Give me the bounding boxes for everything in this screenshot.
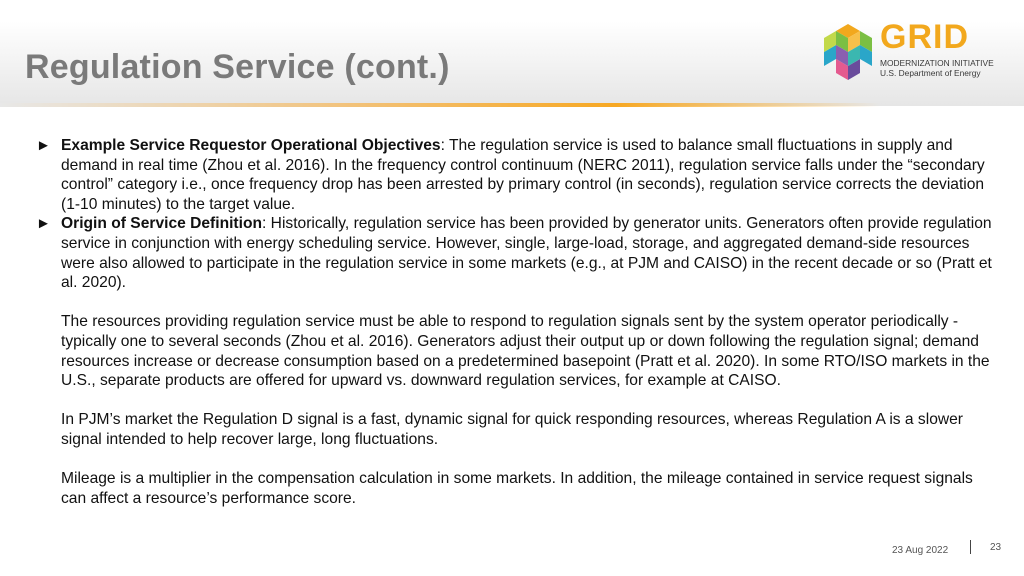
grid-logo	[818, 18, 994, 82]
bullet-text: : Historically, regulation service has been provided by generator units. Generators often provide regulation service in conjunction with energy scheduling service. However, single, large-load, storage, and aggregated demand-side resources were also allowed to participate in the regulation service in some markets (e.g., at PJM and CAISO) in the recent decade or so (Pratt et al. 2020).	[61, 215, 992, 292]
logo-subtitle-2: U.S. Department of Energy	[880, 68, 981, 78]
bullet-text: : The regulation service is used to balance small fluctuations in supply and demand in real time (Zhou et al. 2016). In the frequency control continuum (NERC 2011), regulation service falls under the “secondary control” category i.e., once frequency drop has been arrested by primary control (in seconds), regulation service corrects the deviation (1-10 minutes) to the target value.	[61, 137, 985, 213]
body-paragraph: In PJM’s market the Regulation D signal is a fast, dynamic signal for quick responding resources, whereas Regulation A is a slower signal intended to help recover large, long fluctuations.	[61, 411, 963, 448]
slide-title: Regulation Service (cont.)	[25, 48, 450, 86]
bullet-marker-icon: ►	[36, 215, 51, 233]
spacer	[36, 391, 996, 411]
spacer	[36, 293, 996, 313]
bullet-item	[36, 214, 996, 292]
bullet-heading: Example Service Requestor Operational Objectives	[61, 137, 441, 154]
bullet-item	[36, 136, 996, 214]
bullet-heading: Origin of Service Definition	[61, 215, 263, 233]
bullet-marker-icon: ►	[36, 137, 51, 154]
header-divider	[0, 103, 880, 107]
body-paragraph: Mileage is a multiplier in the compensation calculation in some markets. In addition, the mileage contained in service request signals can affect a resource’s performance score.	[61, 470, 973, 507]
page-number: 23	[990, 542, 1002, 553]
spacer	[36, 450, 996, 470]
body-paragraph: The resources providing regulation service must be able to respond to regulation signals sent by the system operator periodically - typically one to several seconds (Zhou et al. 2016). Generators adjust their output up or down following the regulation signal; demand resources increase or decrease consumption based on a predetermined basepoint (Pratt et al. 2020). In some RTO/ISO markets in the U.S., separate products are offered for upward vs. downward regulation services, for example at CAISO.	[61, 313, 990, 390]
footer-divider	[970, 540, 971, 554]
grid-logo-hex-icon	[818, 22, 878, 82]
logo-subtitle-1: MODERNIZATION INITIATIVE	[880, 58, 994, 68]
logo-wordmark: GRID	[880, 18, 969, 56]
slide-content	[36, 136, 996, 508]
footer-date: 23 Aug 2022	[892, 545, 949, 556]
